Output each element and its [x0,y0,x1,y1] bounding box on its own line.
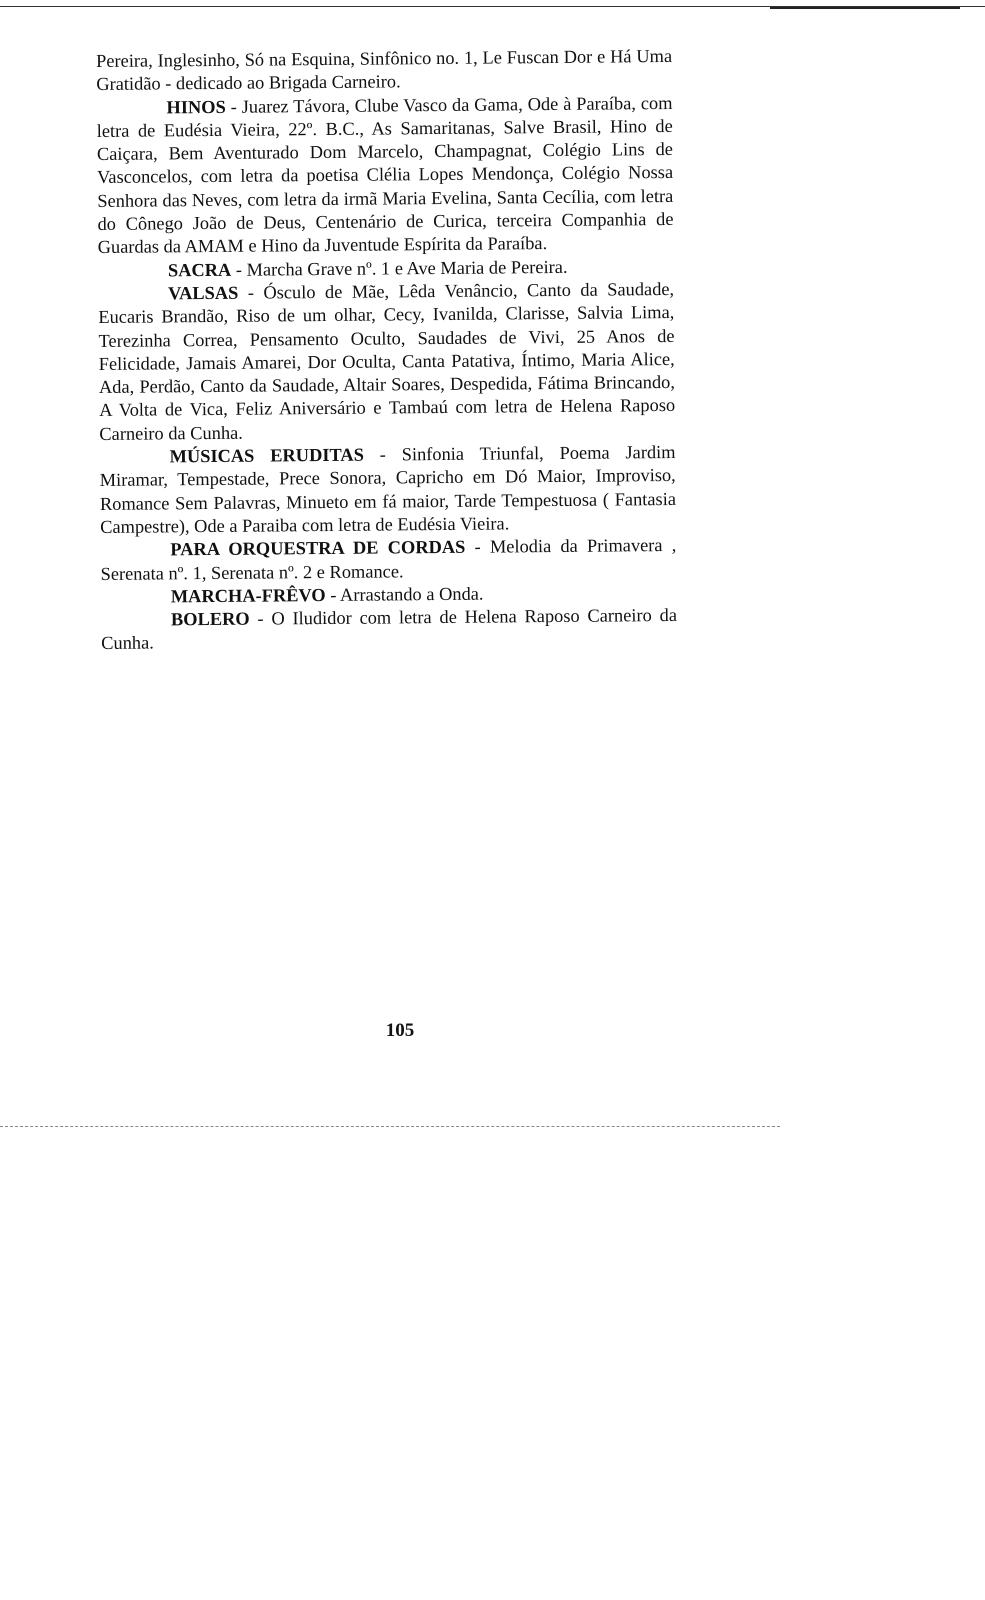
paragraph-text: Pereira, Inglesinho, Só na Esquina, Sinfônico no. 1, Le Fuscan Dor e Há Uma Gratidão - dedicado ao Brigada Carneiro. [96,45,673,95]
page-body [96,45,677,656]
paragraph-bolero [101,604,677,656]
section-heading-orquestra-de-cordas: PARA ORQUESTRA DE CORDAS [170,537,466,560]
paragraph-orquestra-de-cordas [100,534,676,586]
section-heading-bolero: BOLERO [170,608,250,630]
paragraph-text: - Ósculo de Mãe, Lêda Venâncio, Canto da Saudade, Eucaris Brandão, Riso de um olhar, Cecy, Ivanilda, Clarisse, Salvia Lima, Terezinha Correa, Pensamento Oculto, Saudades de Vivi, 25 Anos de Felicidade, Jamais Amarei, Dor Oculta, Canta Patativa, Íntimo, Maria Alice, Ada, Perdão, Canto da Saudade, Altair Soares, Despedida, Fátima Brincando, A Volta de Vica, Feliz Aniversário e Tambaú com letra de Helena Raposo Carneiro da Cunha. [98,278,676,444]
top-right-scan-mark [770,7,960,9]
paragraph-text: - Sinfonia Triunfal, Poema Jardim Miramar, Tempestade, Prece Sonora, Capricho em Dó Maior, Improviso, Romance Sem Palavras, Minueto em fá maior, Tarde Tempestuosa ( Fantasia Campestre), Ode a Paraiba com letra de Eudésia Vieira. [99,442,677,537]
paragraph-text: - Melodia da Primavera , Serenata nº. 1, Serenata nº. 2 e Romance. [100,535,677,584]
section-heading-marcha-frevo: MARCHA-FRÊVO [170,584,326,607]
section-heading-hinos: HINOS [166,96,226,117]
paragraph-musicas-eruditas [99,441,676,539]
page-number: 105 [385,1020,415,1041]
paragraph-valsas [98,278,675,446]
section-heading-sacra: SACRA [167,259,232,281]
bottom-scan-border [0,1126,780,1127]
paragraph-text: - Marcha Grave nº. 1 e Ave Maria de Pereira. [231,256,568,280]
paragraph-hinos [96,92,673,260]
section-heading-musicas-eruditas: MÚSICAS ERUDITAS [169,444,364,467]
paragraph-text: - Juarez Távora, Clube Vasco da Gama, Ode à Paraíba, com letra de Eudésia Vieira, 22º. B.C., As Samaritanas, Salve Brasil, Hino de Caiçara, Bem Aventurado Dom Marcelo, Champagnat, Colégio Lins de Vasconcelos, com letra da poetisa Clélia Lopes Mendonça, Colégio Nossa Senhora das Neves, com letra da irmã Maria Evelina, Santa Cecília, com letra do Cônego João de Deus, Centenário de Curica, terceira Companhia de Guardas da AMAM e Hino da Juventude Espírita da Paraíba. [96,92,674,258]
section-heading-valsas: VALSAS [168,282,239,304]
paragraph-text: - O Iludidor com letra de Helena Raposo Carneiro da Cunha. [101,605,678,654]
paragraph-continuation [96,45,672,97]
paragraph-text: - Arrastando a Onda. [325,583,484,605]
